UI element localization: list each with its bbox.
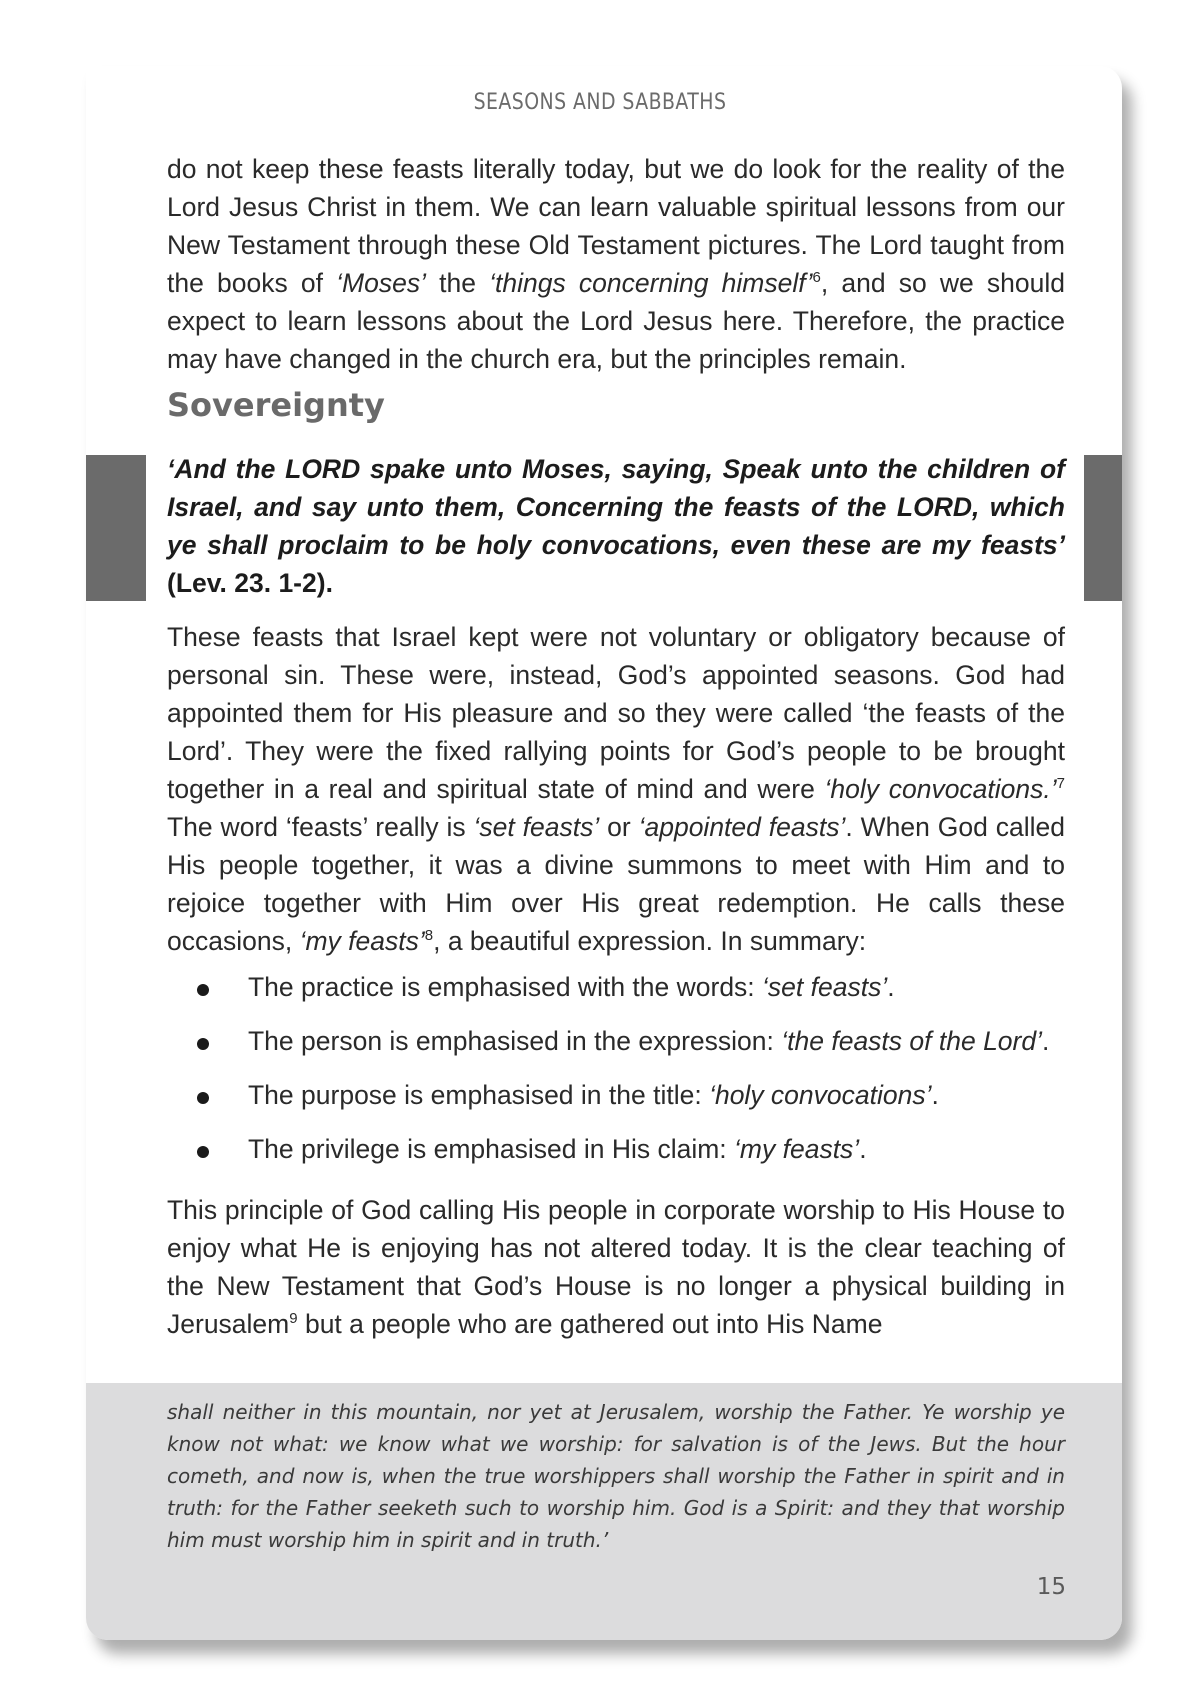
quote-bar-left <box>86 455 146 601</box>
text-span: , and so we should expect to learn lessons about the Lord Jesus here. Therefore, the practice may have changed in the church era, but the principles remain. <box>167 268 1065 374</box>
list-item <box>167 1022 1065 1076</box>
emphasis: ‘things concerning himself’ <box>489 268 813 298</box>
list-item <box>167 1076 1065 1130</box>
bullet-dot-icon <box>197 1146 209 1158</box>
list-item-text: The purpose is emphasised in the title: <box>248 1080 710 1110</box>
list-item-emphasis: ‘set feasts’ <box>762 972 888 1002</box>
text-span: These feasts that Israel kept were not voluntary or obligatory because of personal sin. These were, instead, God’s appointed seasons. God had appointed them for His pleasure and so they were called ‘the feasts of the Lord’. They were the fixed rallying points for God’s people to be brought together in a real and spiritual state of mind and were <box>167 622 1065 804</box>
list-item-end: . <box>859 1134 867 1164</box>
emphasis: ‘holy convocations.’ <box>824 774 1057 804</box>
text-span: or <box>599 812 639 842</box>
text-span: The word ‘feasts’ really is <box>167 812 474 842</box>
text-span: This principle of God calling His people in corporate worship to His House to enjoy what He is enjoying has not altered today. It is the clear teaching of the New Testament that God’s House is no longer a physical building in Jerusalem <box>167 1195 1065 1339</box>
footnote-ref[interactable]: 8 <box>424 927 434 945</box>
quote-text: ‘And the LORD spake unto Moses, saying, Speak unto the children of Israel, and say unto them, Concerning the feasts of the LORD, which ye shall proclaim to be holy convocations, even these are my feasts’ <box>167 454 1065 560</box>
emphasis: ‘Moses’ <box>336 268 426 298</box>
running-head: SEASONS AND SABBATHS <box>473 90 727 115</box>
quote-bar-right <box>1084 455 1122 601</box>
list-item-emphasis: ‘the feasts of the Lord’ <box>781 1026 1042 1056</box>
list-item-end: . <box>1042 1026 1050 1056</box>
emphasis: ‘set feasts’ <box>473 812 600 842</box>
bullet-dot-icon <box>197 1092 209 1104</box>
list-item-end: . <box>887 972 895 1002</box>
bullet-dot-icon <box>197 984 209 996</box>
list-item-emphasis: ‘holy convocations’ <box>709 1080 932 1110</box>
footnote-ref[interactable]: 7 <box>1056 775 1065 793</box>
list-item-text: The privilege is emphasised in His claim: <box>248 1134 735 1164</box>
page-number: 15 <box>1036 1574 1066 1600</box>
text-span: but a people who are gathered out into His Name <box>297 1309 883 1339</box>
summary-list <box>167 968 1065 1184</box>
footnote-text: shall neither in this mountain, nor yet at Jerusalem, worship the Father. Ye worship ye know not what: we know what we worship: for salvation is of the Jews. But the hour cometh, and now is, when the true worshippers shall worship the Father in spirit and in truth: for the Father seeketh such to worship him. God is a Spirit: and they that worship him must worship him in spirit and in truth.’ <box>167 1400 1065 1552</box>
list-item <box>167 968 1065 1022</box>
list-item-emphasis: ‘my feasts’ <box>734 1134 860 1164</box>
text-span: the <box>425 268 490 298</box>
scripture-quote <box>167 450 1065 602</box>
list-item-end: . <box>931 1080 939 1110</box>
section-heading: Sovereignty <box>167 386 385 424</box>
list-item <box>167 1130 1065 1184</box>
paragraph-feasts <box>167 618 1065 960</box>
footnote-ref[interactable]: 6 <box>812 269 821 287</box>
list-item-text: The practice is emphasised with the words: <box>248 972 763 1002</box>
text-span: . When God called His people together, it was a divine summons to meet with Him and to rejoice together with Him over His great redemption. He calls these occasions, <box>167 812 1065 956</box>
emphasis: ‘my feasts’ <box>299 926 425 956</box>
quote-reference: (Lev. 23. 1-2). <box>167 568 333 598</box>
bullet-dot-icon <box>197 1038 209 1050</box>
text-span: , a beautiful expression. In summary: <box>433 926 867 956</box>
text-span: do not keep these feasts literally today, but we do look for the reality of the Lord Jesus Christ in them. We can learn valuable spiritual lessons from our New Testament through these Old Testament pictures. The Lord taught from the books of <box>167 154 1065 298</box>
footnote-ref[interactable]: 9 <box>289 1310 298 1328</box>
paragraph-intro <box>167 150 1065 378</box>
list-item-text: The person is emphasised in the expression: <box>248 1026 782 1056</box>
paragraph-principle <box>167 1191 1065 1343</box>
emphasis: ‘appointed feasts’ <box>638 812 846 842</box>
